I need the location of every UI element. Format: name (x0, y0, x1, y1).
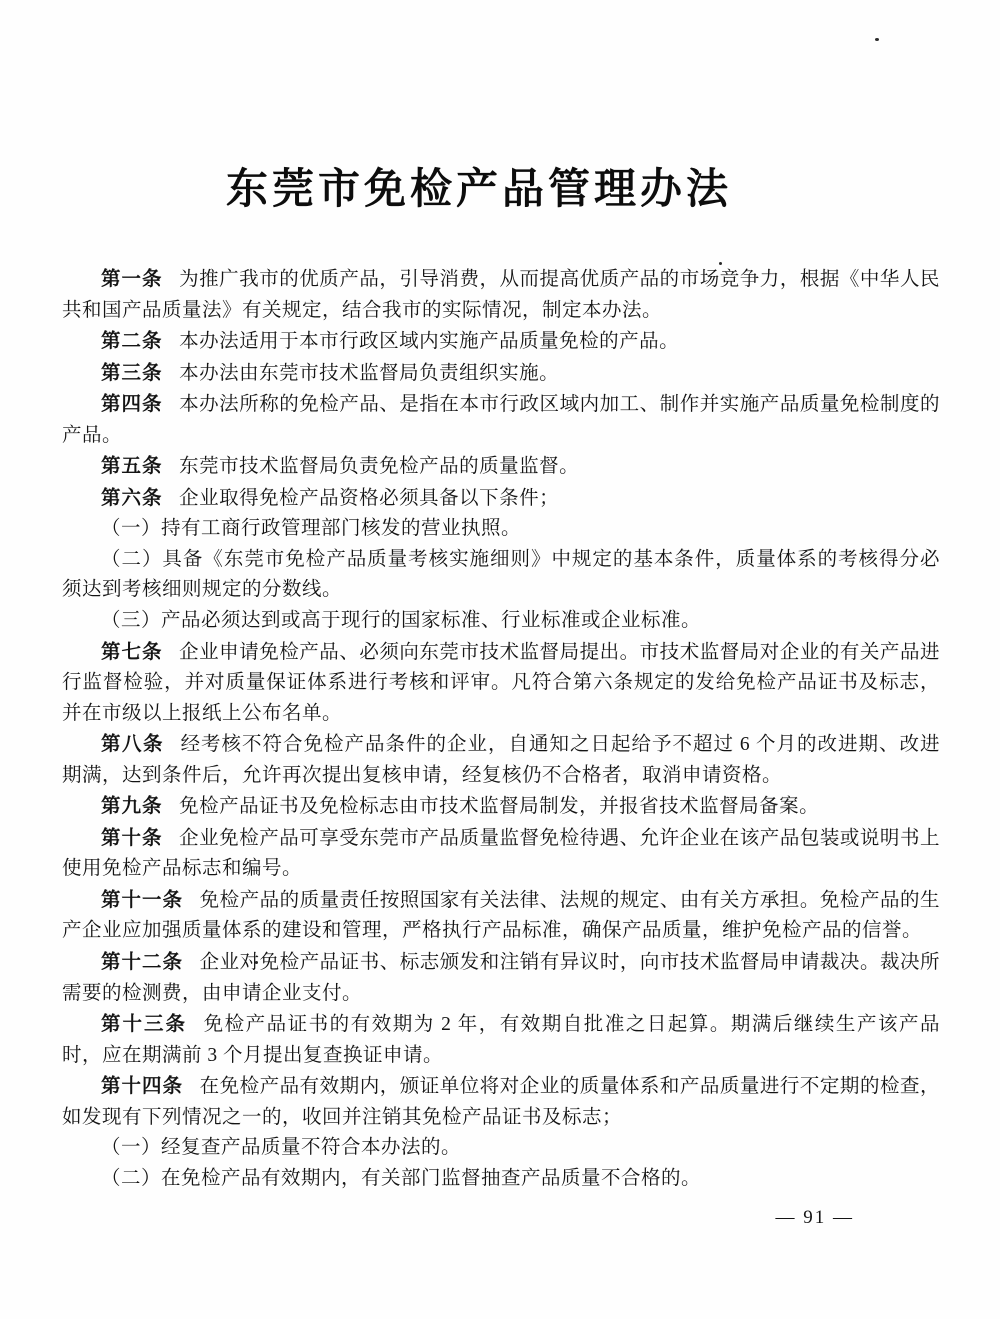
article-label: 第十二条 (101, 951, 184, 974)
article-label: 第六条 (101, 486, 163, 509)
article-text: （一）持有工商行政管理部门核发的营业执照。 (101, 518, 522, 540)
article-text: 经考核不符合免检产品条件的企业，自通知之日起给予不超过 6 个月的改进期、改进期满，达到条件后，允许再次提出复核申请，经复核仍不合格者，取消申请资格。 (62, 734, 940, 786)
article-paragraph (62, 389, 940, 451)
article-text: （二）具备《东莞市免检产品质量考核实施细则》中规定的基本条件，质量体系的考核得分必须达到考核细则规定的分数线。 (62, 548, 940, 601)
article-label: 第一条 (101, 268, 163, 290)
article-text: 企业免检产品可享受东莞市产品质量监督免检待遇、允许企业在该产品包装或说明书上使用免检产品标志和编号。 (62, 827, 940, 880)
article-paragraph (62, 729, 940, 791)
article-paragraph (62, 326, 940, 358)
article-label: 第九条 (101, 795, 163, 818)
article-paragraph (62, 358, 940, 390)
page-title: 东莞市免检产品管理办法 (225, 165, 732, 213)
article-text: （二）在免检产品有效期内，有关部门监督抽查产品质量不合格的。 (101, 1167, 702, 1189)
article-paragraph (62, 823, 940, 885)
article-paragraph (62, 1164, 940, 1195)
article-label: 第四条 (101, 393, 163, 416)
article-text: 本办法适用于本市行政区域内实施产品质量免检的产品。 (179, 331, 680, 353)
page-number: — 91 — (775, 1207, 854, 1228)
scan-speck (875, 38, 879, 41)
article-label: 第十一条 (101, 888, 184, 911)
article-paragraph (62, 1133, 940, 1164)
article-paragraph (62, 606, 940, 637)
article-label: 第五条 (101, 455, 163, 478)
article-paragraph (62, 1071, 940, 1133)
article-text: 免检产品的质量责任按照国家有关法律、法规的规定、由有关方承担。免检产品的生产企业应加强质量体系的建设和管理，严格执行产品标准，确保产品质量，维护免检产品的信誉。 (62, 889, 940, 942)
article-paragraph (62, 947, 940, 1009)
article-text: 在免检产品有效期内，颁证单位将对企业的质量体系和产品质量进行不定期的检查，如发现有下列情况之一的，收回并注销其免检产品证书及标志； (62, 1076, 940, 1128)
article-text: 本办法由东莞市技术监督局负责组织实施。 (179, 362, 560, 384)
document-body (62, 264, 940, 1194)
article-text: 企业申请免检产品、必须向东莞市技术监督局提出。市技术监督局对企业的有关产品进行监督检验，并对质量保证体系进行考核和评审。凡符合第六条规定的发给免检产品证书及标志，并在市级以上报纸上公布名单。 (62, 641, 940, 724)
article-text: （一）经复查产品质量不符合本办法的。 (101, 1137, 462, 1159)
article-text: 免检产品证书及免检标志由市技术监督局制发，并报省技术监督局备案。 (179, 796, 820, 818)
article-text: 为推广我市的优质产品，引导消费，从而提高优质产品的市场竞争力，根据《中华人民共和国产品质量法》有关规定，结合我市的实际情况，制定本办法。 (62, 269, 940, 321)
article-label: 第十条 (101, 826, 163, 849)
article-label: 第十三条 (101, 1013, 188, 1036)
article-paragraph (62, 885, 940, 947)
article-label: 第三条 (101, 361, 163, 384)
article-paragraph (62, 637, 940, 730)
article-paragraph (62, 1009, 940, 1071)
article-text: 企业取得免检产品资格必须具备以下条件； (179, 487, 560, 509)
article-label: 第十四条 (101, 1075, 184, 1098)
article-text: 企业对免检产品证书、标志颁发和注销有异议时，向市技术监督局申请裁决。裁决所需要的检测费，由申请企业支付。 (62, 952, 940, 1004)
article-text: 本办法所称的免检产品、是指在本市行政区域内加工、制作并实施产品质量免检制度的产品。 (62, 394, 940, 446)
article-paragraph (62, 483, 940, 515)
article-label: 第七条 (101, 640, 163, 663)
article-paragraph (62, 545, 940, 606)
article-label: 第八条 (101, 733, 164, 756)
article-paragraph (62, 451, 940, 483)
article-paragraph (62, 514, 940, 545)
article-paragraph (62, 791, 940, 823)
article-label: 第二条 (101, 330, 163, 353)
article-paragraph (62, 264, 940, 326)
article-text: （三）产品必须达到或高于现行的国家标准、行业标准或企业标准。 (101, 610, 702, 632)
article-text: 东莞市技术监督局负责免检产品的质量监督。 (179, 456, 580, 478)
article-text: 免检产品证书的有效期为 2 年，有效期自批准之日起算。期满后继续生产该产品时，应在期满前 3 个月提出复查换证申请。 (62, 1014, 940, 1066)
